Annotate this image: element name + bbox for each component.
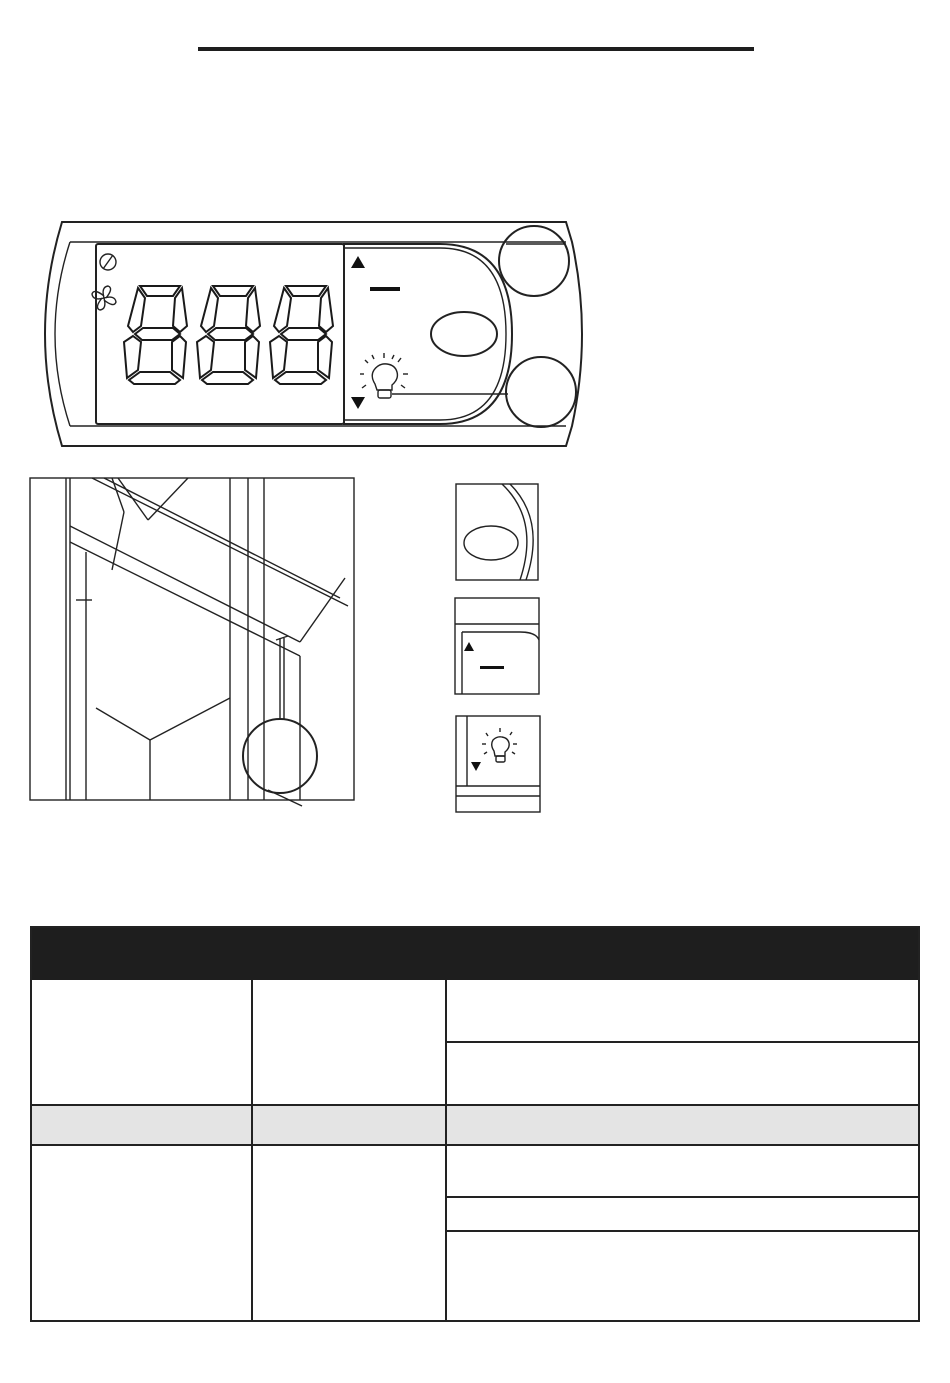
down-arrow-icon	[471, 762, 481, 771]
functions-table	[30, 926, 920, 1322]
light-bulb-icon	[482, 728, 517, 762]
table-header	[32, 928, 918, 980]
table-row	[32, 1106, 918, 1144]
